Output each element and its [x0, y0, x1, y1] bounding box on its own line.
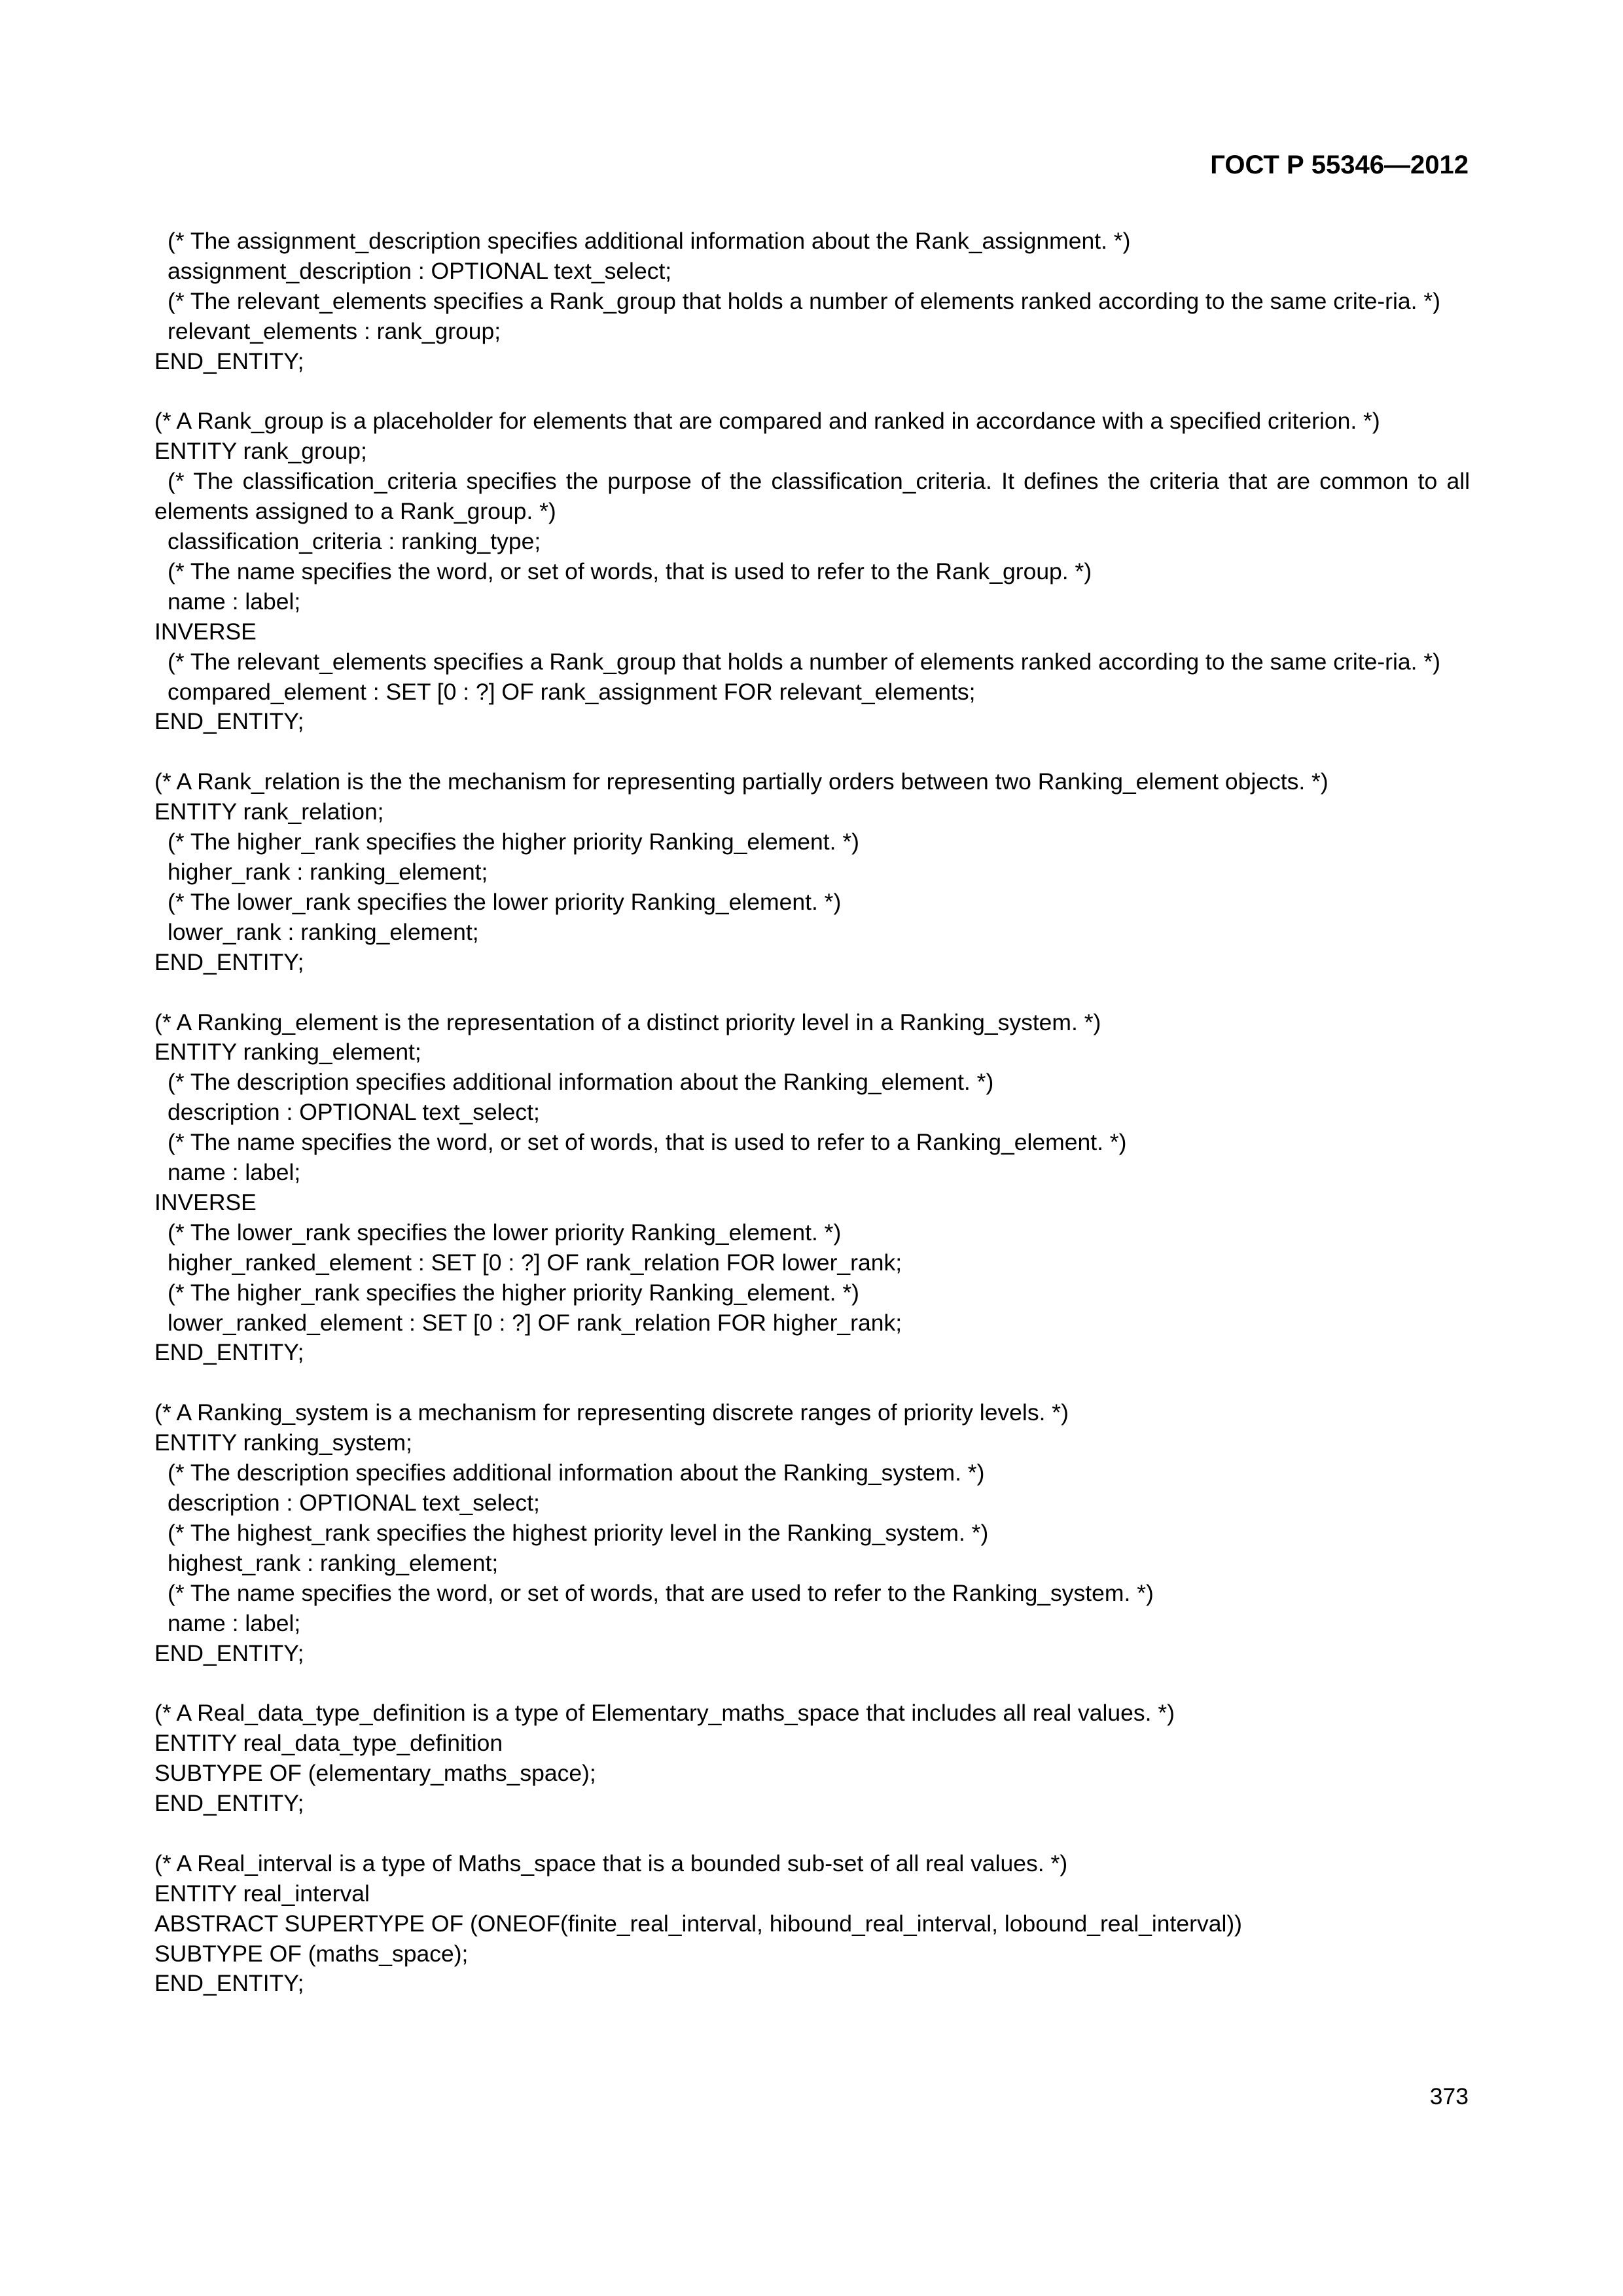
entity-block [154, 767, 1470, 977]
code-line: SUBTYPE OF (elementary_maths_space); [154, 1760, 596, 1787]
entity-block [154, 1698, 1470, 1819]
code-line: END_ENTITY; [154, 348, 304, 374]
code-line: name : label; [168, 588, 301, 615]
code-line: ENTITY ranking_system; [154, 1429, 412, 1456]
code-line: name : label; [168, 1159, 301, 1186]
entity-block [154, 1849, 1470, 2000]
code-line: END_ENTITY; [154, 708, 304, 735]
code-line: ENTITY real_interval [154, 1880, 370, 1907]
express-schema-listing [154, 226, 1470, 1999]
code-line: (* The name specifies the word, or set of words, that is used to refer to a Ranking_element. *) [168, 1129, 1127, 1156]
code-line: END_ENTITY; [154, 1339, 304, 1366]
code-line: END_ENTITY; [154, 1640, 304, 1666]
code-line: (* The lower_rank specifies the lower priority Ranking_element. *) [168, 888, 842, 915]
entity-block [154, 406, 1470, 737]
code-line: highest_rank : ranking_element; [168, 1549, 499, 1576]
code-line: ENTITY ranking_element; [154, 1039, 421, 1066]
code-line: INVERSE [154, 618, 257, 645]
standard-header: ГОСТ Р 55346—2012 [1210, 151, 1469, 179]
entity-block [154, 1398, 1470, 1668]
code-line: INVERSE [154, 1189, 257, 1215]
code-line: (* A Ranking_element is the representation of a distinct priority level in a Ranking_system. *) [154, 1009, 1101, 1035]
code-line: SUBTYPE OF (maths_space); [154, 1940, 469, 1967]
entity-block [154, 226, 1470, 377]
code-line: higher_rank : ranking_element; [168, 859, 488, 885]
code-line: assignment_description : OPTIONAL text_select; [168, 257, 672, 284]
code-line: lower_ranked_element : SET [0 : ?] OF rank_relation FOR higher_rank; [168, 1309, 902, 1336]
code-line: END_ENTITY; [154, 1790, 304, 1817]
code-line: (* The relevant_elements specifies a Rank_group that holds a number of elements ranked according to the same crite-ria. *) [168, 287, 1440, 314]
code-line: ENTITY rank_group; [154, 438, 367, 465]
code-line: END_ENTITY; [154, 948, 304, 975]
code-line: (* A Rank_relation is the the mechanism for representing partially orders between two Ranking_element objects. *) [154, 768, 1329, 795]
code-line: (* The description specifies additional information about the Ranking_system. *) [168, 1460, 985, 1486]
code-line: (* The classification_criteria specifies the purpose of the classification_criteria. It defines the criteria that are common to all elements assigned to a Rank_group. *) [154, 468, 1470, 525]
page-number: 373 [1429, 2083, 1469, 2109]
code-line: ENTITY real_data_type_definition [154, 1730, 503, 1757]
code-line: ENTITY rank_relation; [154, 798, 384, 825]
code-line: END_ENTITY; [154, 1970, 304, 1997]
entity-block [154, 1008, 1470, 1369]
code-line: relevant_elements : rank_group; [168, 317, 501, 344]
code-line: (* The higher_rank specifies the higher priority Ranking_element. *) [168, 1279, 860, 1306]
code-line: classification_criteria : ranking_type; [168, 528, 541, 555]
code-line: description : OPTIONAL text_select; [168, 1099, 540, 1126]
code-line: compared_element : SET [0 : ?] OF rank_assignment FOR relevant_elements; [168, 678, 976, 705]
code-line: (* The higher_rank specifies the higher priority Ranking_element. *) [168, 829, 860, 855]
code-line: (* The name specifies the word, or set of words, that are used to refer to the Ranking_system. *) [168, 1579, 1154, 1606]
code-line: higher_ranked_element : SET [0 : ?] OF rank_relation FOR lower_rank; [168, 1249, 902, 1276]
code-line: lower_rank : ranking_element; [168, 918, 479, 945]
code-line: (* The lower_rank specifies the lower priority Ranking_element. *) [168, 1219, 842, 1246]
code-line: (* A Real_data_type_definition is a type of Elementary_maths_space that includes all real values. *) [154, 1700, 1175, 1727]
code-line: description : OPTIONAL text_select; [168, 1490, 540, 1516]
code-line: name : label; [168, 1609, 301, 1636]
code-line: (* The description specifies additional information about the Ranking_element. *) [168, 1069, 994, 1096]
code-line: (* The assignment_description specifies additional information about the Rank_assignment. *) [168, 228, 1131, 254]
code-line: (* The name specifies the word, or set of words, that is used to refer to the Rank_group. *) [168, 558, 1092, 584]
code-line: (* A Ranking_system is a mechanism for representing discrete ranges of priority levels. *) [154, 1399, 1069, 1426]
code-line: (* The relevant_elements specifies a Rank_group that holds a number of elements ranked according to the same crite-ria. *) [168, 648, 1440, 675]
code-line: (* A Rank_group is a placeholder for elements that are compared and ranked in accordance with a specified criterion. *) [154, 408, 1380, 435]
code-line: (* The highest_rank specifies the highest priority level in the Ranking_system. *) [168, 1519, 989, 1546]
code-line: ABSTRACT SUPERTYPE OF (ONEOF(finite_real_interval, hibound_real_interval, lobound_real_interval)) [154, 1910, 1242, 1937]
code-line: (* A Real_interval is a type of Maths_space that is a bounded sub-set of all real values. *) [154, 1850, 1068, 1876]
